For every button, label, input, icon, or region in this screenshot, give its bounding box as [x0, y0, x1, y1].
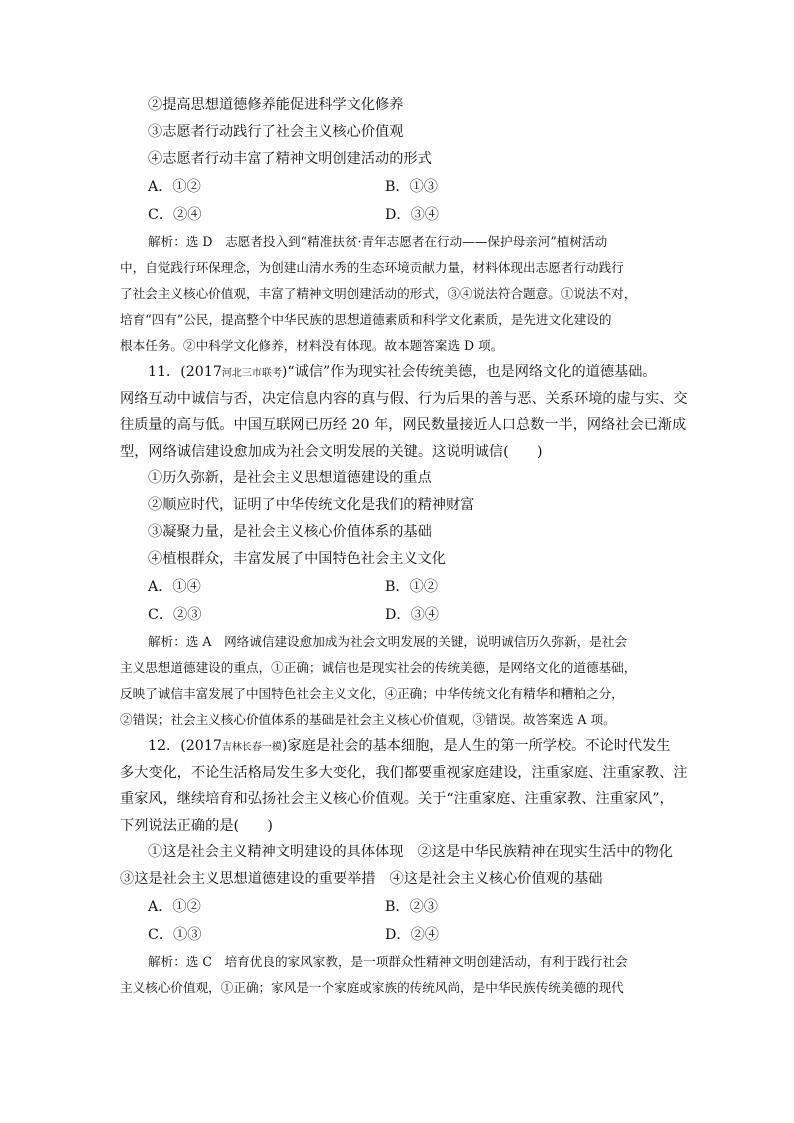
option-c: C．①③: [148, 927, 202, 943]
statement-row-2: ③这是社会主义思想道德建设的重要举措 ④这是社会主义核心价值观的基础: [120, 871, 603, 887]
option-c: C．②③: [148, 607, 202, 623]
statement-3: ③志愿者行动践行了社会主义核心价值观: [148, 124, 404, 140]
option-b: B．①②: [385, 579, 438, 595]
question-stem-line: 型，网络诚信建设愈加成为社会文明发展的关键。这说明诚信( ): [120, 443, 543, 460]
analysis-line: 反映了诚信丰富发展了中国特色社会主义文化，④正确；中华传统文化有精华和糟粕之分，: [120, 686, 624, 701]
question-stem-line: 往质量的高与低。中国互联网已历经 20 年，网民数量接近人口总数一半，网络社会已渐成: [120, 417, 687, 433]
question-stem-line: 重家风，继续培育和弘扬社会主义核心价值观。关于“注重家庭、注重家教、注重家风”，: [120, 791, 674, 807]
question-stem-line: 网络互动中诚信与否，决定信息内容的真与假、行为后果的善与恶、关系环境的虚与实、交: [120, 390, 688, 407]
question-source: 河北三市联考: [221, 368, 282, 379]
options-row-2: [120, 921, 680, 949]
statement-2: ②顺应时代，证明了中华传统文化是我们的精神财富: [148, 497, 475, 513]
option-b: B．①③: [385, 179, 438, 195]
options-row-1: [120, 173, 680, 201]
question-stem-first: [120, 733, 680, 760]
question-11: [120, 359, 688, 733]
question-stem-first: [120, 359, 680, 386]
option-b: B．②③: [385, 899, 438, 915]
options-row-1: [120, 893, 680, 921]
statement-2: ②提高思想道德修养能促进科学文化修养: [148, 97, 404, 113]
question-number: 11．(2017: [148, 364, 222, 380]
question-stem-line: 下列说法正确的是( ): [120, 817, 273, 834]
question-12: [120, 733, 688, 1001]
option-a: A．①②: [148, 899, 201, 915]
analysis-line: 解析：选 D 志愿者投入到“精准扶贫·青年志愿者在行动——保护母亲河”植树活动: [148, 234, 608, 249]
statement-3: ③凝聚力量，是社会主义核心价值体系的基础: [148, 524, 432, 540]
analysis-line: 主义思想道德建设的重点，①正确；诚信也是现实社会的传统美德，是网络文化的道德基础，: [120, 660, 637, 675]
statement-4: ④植根群众，丰富发展了中国特色社会主义文化: [148, 551, 446, 567]
analysis-line: 中，自觉践行环保理念，为创建山清水秀的生态环境贡献力量，材料体现出志愿者行动践行: [120, 260, 624, 275]
option-d: D．③④: [385, 607, 439, 623]
page-content: [120, 92, 688, 1001]
option-a: A．①②: [148, 179, 201, 195]
question-stem-text: )家庭是社会的基本细胞，是人生的第一所学校。不论时代发生: [281, 738, 671, 754]
analysis-block: [120, 229, 680, 359]
analysis-line: 主义核心价值观，①正确；家风是一个家庭或家族的传统风尚，是中华民族传统美德的现代: [120, 980, 624, 995]
statement-1: ①历久弥新，是社会主义思想道德建设的重点: [148, 470, 432, 486]
option-d: D．②④: [385, 927, 439, 943]
analysis-block: [120, 629, 680, 733]
options-row-2: [120, 601, 680, 629]
analysis-block: [120, 949, 680, 1001]
analysis-line: 解析：选 C 培育优良的家风家教，是一项群众性精神文明创建活动，有利于践行社会: [148, 954, 628, 969]
options-row-2: [120, 201, 680, 229]
question-source: 吉林长春一模: [221, 742, 282, 753]
analysis-line: 培育“四有”公民，提高整个中华民族的思想道德素质和科学文化素质，是先进文化建设的: [120, 312, 612, 327]
question-stem-line: 多大变化，不论生活格局发生多大变化，我们都要重视家庭建设，注重家庭、注重家教、注: [120, 764, 688, 781]
analysis-line: 了社会主义核心价值观，丰富了精神文明创建活动的形式，③④说法符合题意。①说法不对，: [120, 286, 637, 301]
option-d: D．③④: [385, 207, 439, 223]
statement-4: ④志愿者行动丰富了精神文明创建活动的形式: [148, 151, 432, 167]
options-row-1: [120, 573, 680, 601]
option-a: A．①④: [148, 579, 201, 595]
analysis-line: ②错误；社会主义核心价值体系的基础是社会主义核心价值观，③错误。故答案选 A 项。: [120, 712, 616, 727]
option-c: C．②④: [148, 207, 202, 223]
question-number: 12．(2017: [148, 738, 222, 754]
question-stem-text: )“诚信”作为现实社会传统美德，也是网络文化的道德基础。: [281, 364, 657, 380]
analysis-line: 解析：选 A 网络诚信建设愈加成为社会文明发展的关键，说明诚信历久弥新，是社会: [148, 634, 628, 649]
analysis-line: 根本任务。②中科学文化修养，材料没有体现。故本题答案选 D 项。: [120, 338, 504, 353]
prev-question: [120, 92, 680, 359]
statement-row-1: ①这是社会主义精神文明建设的具体体现 ②这是中华民族精神在现实生活中的物化: [148, 844, 673, 860]
